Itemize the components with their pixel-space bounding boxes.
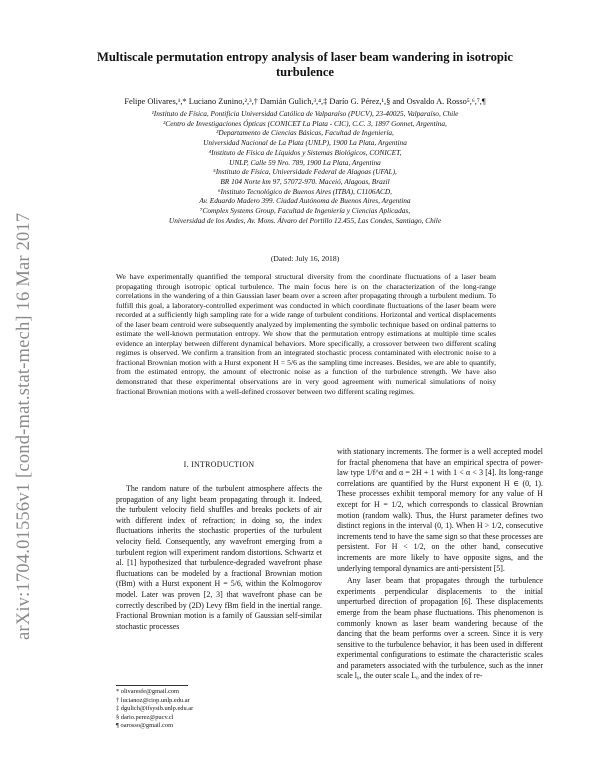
author-list: Felipe Olivares,¹,* Luciano Zunino,²,³,† Damián Gulich,³,⁴,‡ Darío G. Pérez,¹,§ and Osvaldo A. Rosso⁵,⁶,⁷,¶ <box>124 97 486 106</box>
abstract: We have experimentally quantified the temporal structural diversity from the coordinate fluctuations of a laser beam propagating through isotropic optical turbulence. The main focus here is on the characterization of the long-range correlations in the wandering of a thin Gaussian laser beam over a screen after propagating through a turbulent medium. To fulfill this goal, a laboratory-controlled experiment was conducted in which coordinate fluctuations of the laser beam were recorded at a sufficiently high sampling rate for a wide range of turbulent conditions. Horizontal and vertical displacements of the laser beam centroid were subsequently analyzed by implementing the symbolic technique based on ordinal patterns to estimate the well-known permutation entropy. We show that the permutation entropy estimations at multiple time scales evidence an interplay between different dynamical behaviors. More specifically, a crossover between two different scaling regimes is observed. We confirm a transition from an integrated stochastic process contaminated with electronic noise to a fractional Brownian motion with a Hurst exponent H = 5/6 as the sampling time increases. Besides, we are able to quantify, from the estimated entropy, the amount of electronic noise as a function of the turbulence strength. We have also demonstrated that these experimental observations are in very good agreement with numerical simulations of noisy fractional Brownian motions with a well-defined crossover between two different scaling regimes. <box>116 272 496 396</box>
footnotes <box>116 688 322 731</box>
footnote-email: ¶ oarosso@gmail.com <box>116 722 174 729</box>
affiliation-line: ¹Instituto de Física, Pontificia Universidad Católica de Valparaíso (PUCV), 23-40025, Valparaíso, Chile <box>151 109 459 118</box>
footnote-email: ‡ dgulich@ifsysib.unlp.edu.ar <box>116 705 194 712</box>
affiliation-line: Universidad de los Andes, Av. Mons. Álvaro del Portillo 12.455, Las Condes, Santiago, Chile <box>168 215 442 225</box>
right-column-paragraph: with stationary increments. The former is a well accepted model for fractal phenomena that have an empirical spectra of power-law type 1/f^α and α = 2H + 1 with 1 < α < 3 [4]. Its long-range correlations are quantified by the Hurst exponent H ∈ (0, 1). These processes exhibit temporal memory for any value of H except for H = 1/2, which corresponds to classical Brownian motion (random walk). Thus, the Hurst parameter defines two distinct regions in the interval (0, 1). When H > 1/2, consecutive increments tend to have the same sign so that these processes are persistent. For H < 1/2, on the other hand, consecutive increments are more likely to have opposite signs, and the underlying temporal dynamics are anti-persistent [5]. <box>337 447 543 573</box>
affiliation-line: ²Centro de Investigaciones Ópticas (CONICET La Plata - CIC), C.C. 3, 1897 Gonnet, Argentina, <box>163 118 447 128</box>
affiliation-line: ⁷Complex Systems Group, Facultad de Ingeniería y Ciencias Aplicadas, <box>199 206 411 216</box>
affiliation-line: ⁴Instituto de Física de Líquidos y Sistemas Biológicos, CONICET, <box>208 147 402 157</box>
paper-title: Multiscale permutation entropy analysis of laser beam wandering in isotropic turbulence <box>97 50 513 79</box>
left-column-text: The random nature of the turbulent atmosphere affects the propagation of any light beam propagating through it. Indeed, the turbulent velocity field shuffles and breaks pockets of air with different index of refraction; in doing so, the index fluctuations inherits the stochastic properties of the turbulent velocity field. Consequently, any wavefront emerging from a turbulent region will experiment random distortions. Schwartz et al. [1] hypothesized that turbulence-degraded wavefront phase fluctuations can be modeled by a fractional Brownian motion (fBm) with a Hurst exponent H = 5/6, within the Kolmogorov model. Later was proven [2, 3] that wavefront phase can be correctly described by (2D) Levy fBm field in the inertial range. Fractional Brownian motion is a family of Gaussian self-similar stochastic processes <box>116 484 322 631</box>
footnote-email: † lucianoz@ciop.unlp.edu.ar <box>116 696 190 704</box>
date-line: (Dated: July 16, 2018) <box>270 254 340 263</box>
affiliation-line: ⁶Instituto Tecnológico de Buenos Aires (ITBA), C1106ACD, <box>218 186 392 196</box>
affiliation-line: UNLP, Calle 59 Nro. 789, 1900 La Plata, Argentina <box>229 157 381 167</box>
footnote-email: § dario.perez@pucv.cl <box>116 713 174 721</box>
arxiv-stamp: arXiv:1704.01556v1 [cond-mat.stat-mech] 16 Mar 2017 <box>14 212 34 640</box>
affiliation-line: ³Departamento de Ciencias Básicas, Facultad de Ingeniería, <box>216 128 394 138</box>
affiliation-line: BR 104 Norte km 97, 57072-970. Maceió, Alagoas, Brazil <box>220 176 390 186</box>
right-column <box>337 447 543 682</box>
affiliation-line: Universidad Nacional de La Plata (UNLP), 1900 La Plata, Argentina <box>203 138 407 148</box>
footnote-divider <box>116 685 188 686</box>
right-column-paragraph: Any laser beam that propagates through the turbulence experiments perpendicular displacements to the initial unperturbed direction of propagation [6]. These displacements emerge from the beam phase fluctuations. This phenomenon is commonly known as laser beam wandering because of the dancing that the beam performs over a screen. Since it is very sensitive to the turbulence behavior, it has been used in different experimental configurations to estimate the characteristic scales and parameters associated with the turbulence, such as the inner scale l₀, the outer scale L₀ and the index of re- <box>337 576 543 681</box>
affiliation-line: Av. Eduardo Madero 399. Ciudad Autónoma de Buenos Aires, Argentina <box>199 196 411 206</box>
footnote-email: * olivaresfe@gmail.com <box>116 688 180 695</box>
affiliations <box>70 109 540 225</box>
affiliation-line: ⁵Instituto de Física, Universidade Federal de Alagoas (UFAL), <box>213 167 397 177</box>
section-heading-introduction: I. INTRODUCTION <box>183 460 255 469</box>
